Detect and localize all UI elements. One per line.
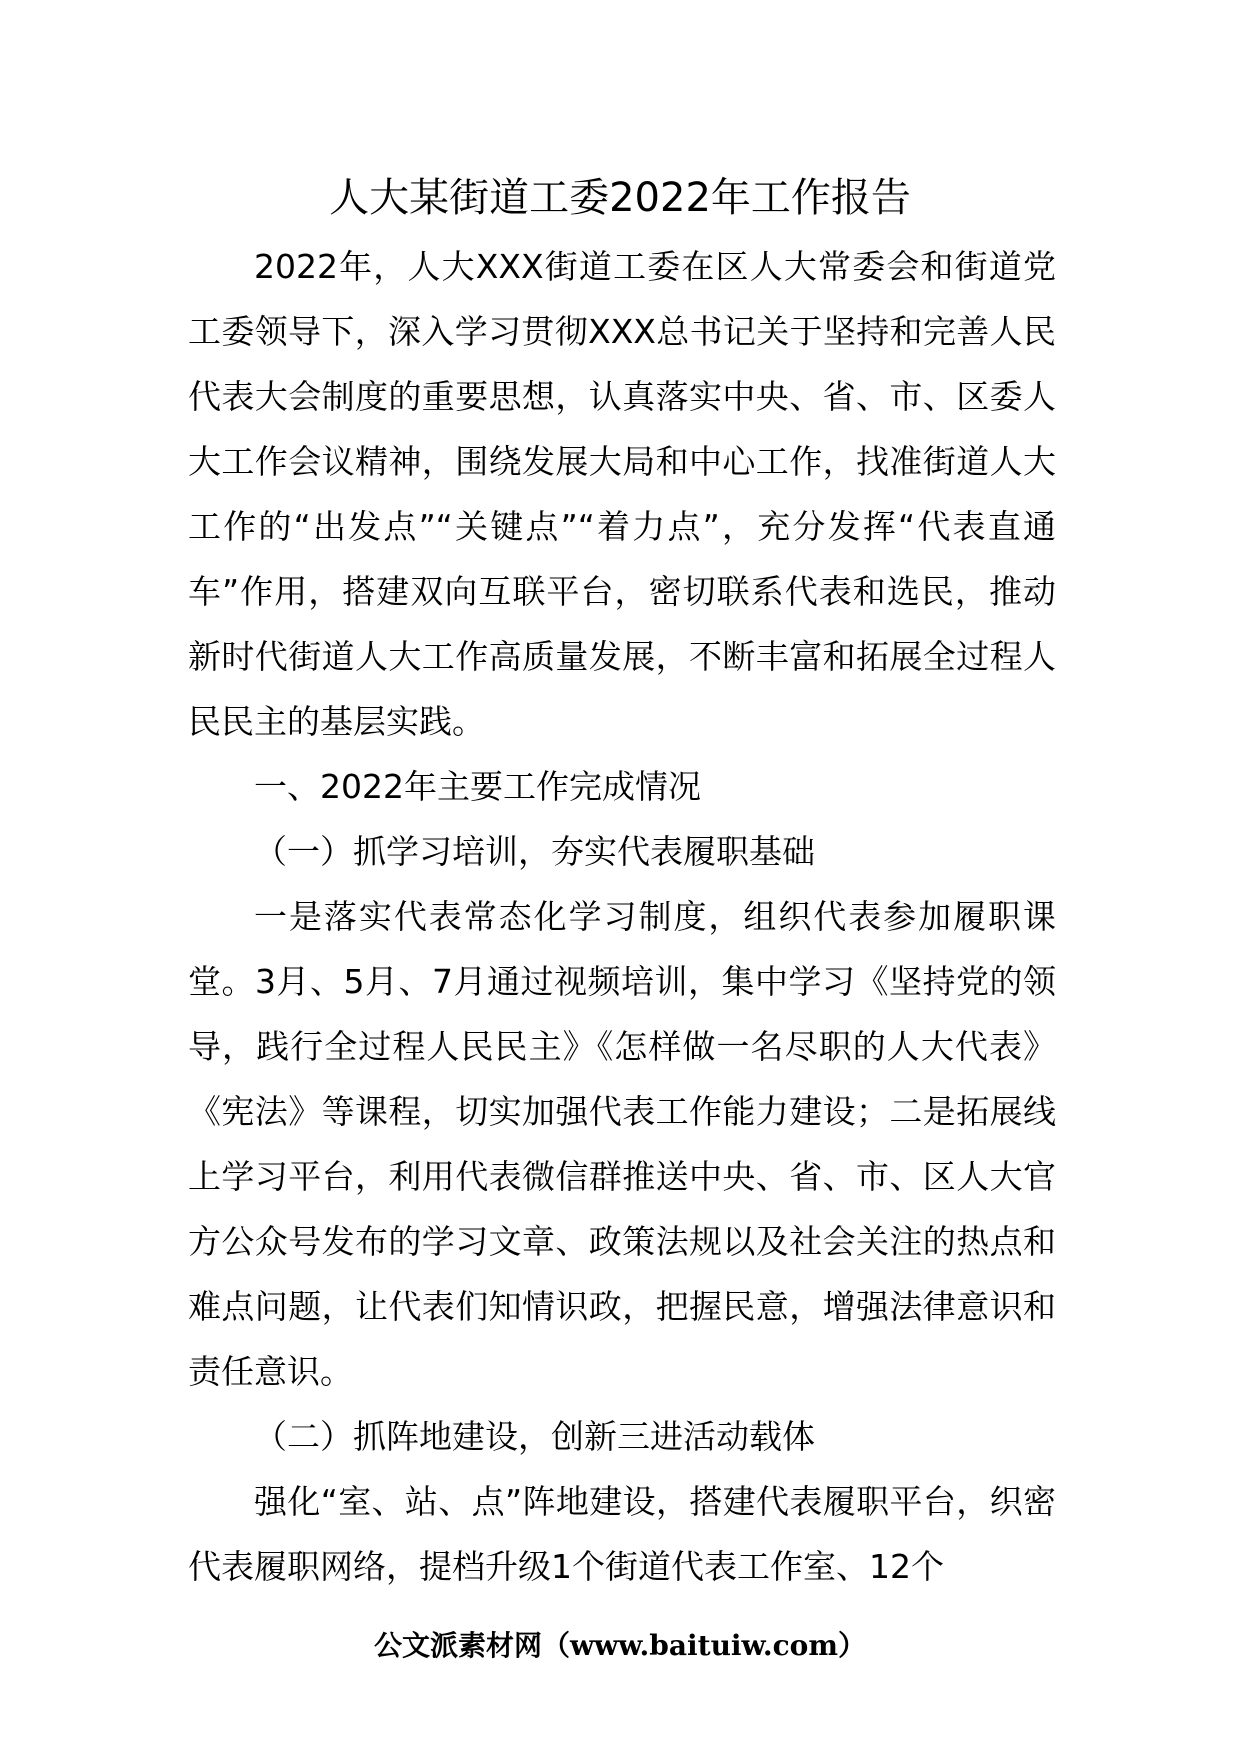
document-body <box>188 234 1056 1599</box>
section-heading-1: 一、2022年主要工作完成情况 <box>254 767 701 806</box>
paragraph-intro: 2022年，人大XXX街道工委在区人大常委会和街道党工委领导下，深入学习贯彻XXX总书记关于坚持和完善人民代表大会制度的重要思想，认真落实中央、省、市、区委人大工作会议精神，围绕发展大局和中心工作，找准街道人大工作的“出发点”“关键点”“着力点”，充分发挥“代表直通车”作用，搭建双向互联平台，密切联系代表和选民，推动新时代街道人大工作高质量发展，不断丰富和拓展全过程人民民主的基层实践。 <box>188 247 1056 741</box>
paragraph-study: 一是落实代表常态化学习制度，组织代表参加履职课堂。3月、5月、7月通过视频培训，集中学习《坚持党的领导，践行全过程人民民主》《怎样做一名尽职的人大代表》《宪法》等课程，切实加强代表工作能力建设；二是拓展线上学习平台，利用代表微信群推送中央、省、市、区人大官方公众号发布的学习文章、政策法规以及社会关注的热点和难点问题，让代表们知情识政，把握民意，增强法律意识和责任意识。 <box>188 897 1056 1391</box>
footer-watermark: 公文派素材网（www.baituiw.com） <box>374 1629 866 1662</box>
subsection-heading-1: （一）抓学习培训，夯实代表履职基础 <box>254 832 815 871</box>
document-title: 人大某街道工委2022年工作报告 <box>329 175 911 221</box>
paragraph-platform: 强化“室、站、点”阵地建设，搭建代表履职平台，织密代表履职网络，提档升级1个街道代表工作室、12个 <box>188 1482 1056 1586</box>
subsection-heading-2: （二）抓阵地建设，创新三进活动载体 <box>254 1417 815 1456</box>
